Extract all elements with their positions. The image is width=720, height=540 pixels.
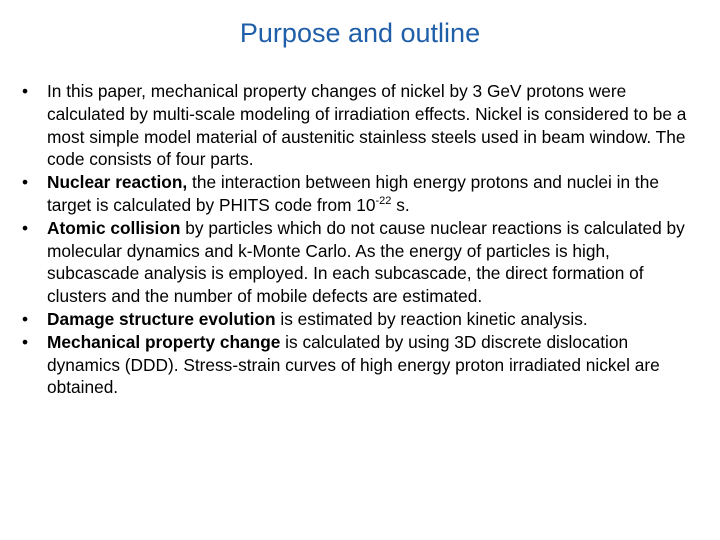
exponent: -22 (375, 195, 392, 208)
bullet-icon: • (22, 331, 29, 352)
bullet-item-damage-structure (22, 308, 698, 331)
bullet-list (22, 80, 698, 399)
bullet-icon: • (22, 308, 29, 329)
bullet-item-atomic-collision (22, 217, 698, 308)
bullet-text: the interaction between high energy protons and nuclei in the target is calculated by PHITS code from 10 (47, 172, 659, 215)
bullet-heading: Damage structure evolution (47, 308, 276, 329)
bullet-item-nuclear-reaction (22, 171, 698, 217)
bullet-item-mechanical-property (22, 331, 698, 399)
bullet-text-tail: s. (391, 194, 410, 215)
bullet-heading: Nuclear reaction, (47, 172, 188, 193)
bullet-text: is calculated by using 3D discrete dislocation dynamics (DDD). Stress-strain curves of high energy proton irradiated nickel are obtained. (47, 331, 660, 398)
bullet-heading: Mechanical property change (47, 331, 281, 352)
bullet-text: is estimated by reaction kinetic analysis. (275, 308, 588, 329)
bullet-icon: • (22, 217, 29, 238)
bullet-text: by particles which do not cause nuclear reactions is calculated by molecular dynamics and k-Monte Carlo. As the energy of particles is high, subcascade analysis is employed. In each subcascade, the direct formation of clusters and the number of mobile defects are estimated. (47, 217, 685, 307)
bullet-heading: Atomic collision (47, 217, 181, 238)
bullet-icon: • (22, 172, 29, 193)
bullet-icon: • (22, 81, 29, 101)
bullet-item-intro (22, 80, 698, 171)
page-title: Purpose and outline (239, 18, 481, 48)
bullet-text: In this paper, mechanical property changes of nickel by 3 GeV protons were calculated by multi-scale modeling of irradiation effects. Nickel is considered to be a most simple model material of austenitic stainless steels used in beam window. The code consists of four parts. (47, 81, 687, 170)
